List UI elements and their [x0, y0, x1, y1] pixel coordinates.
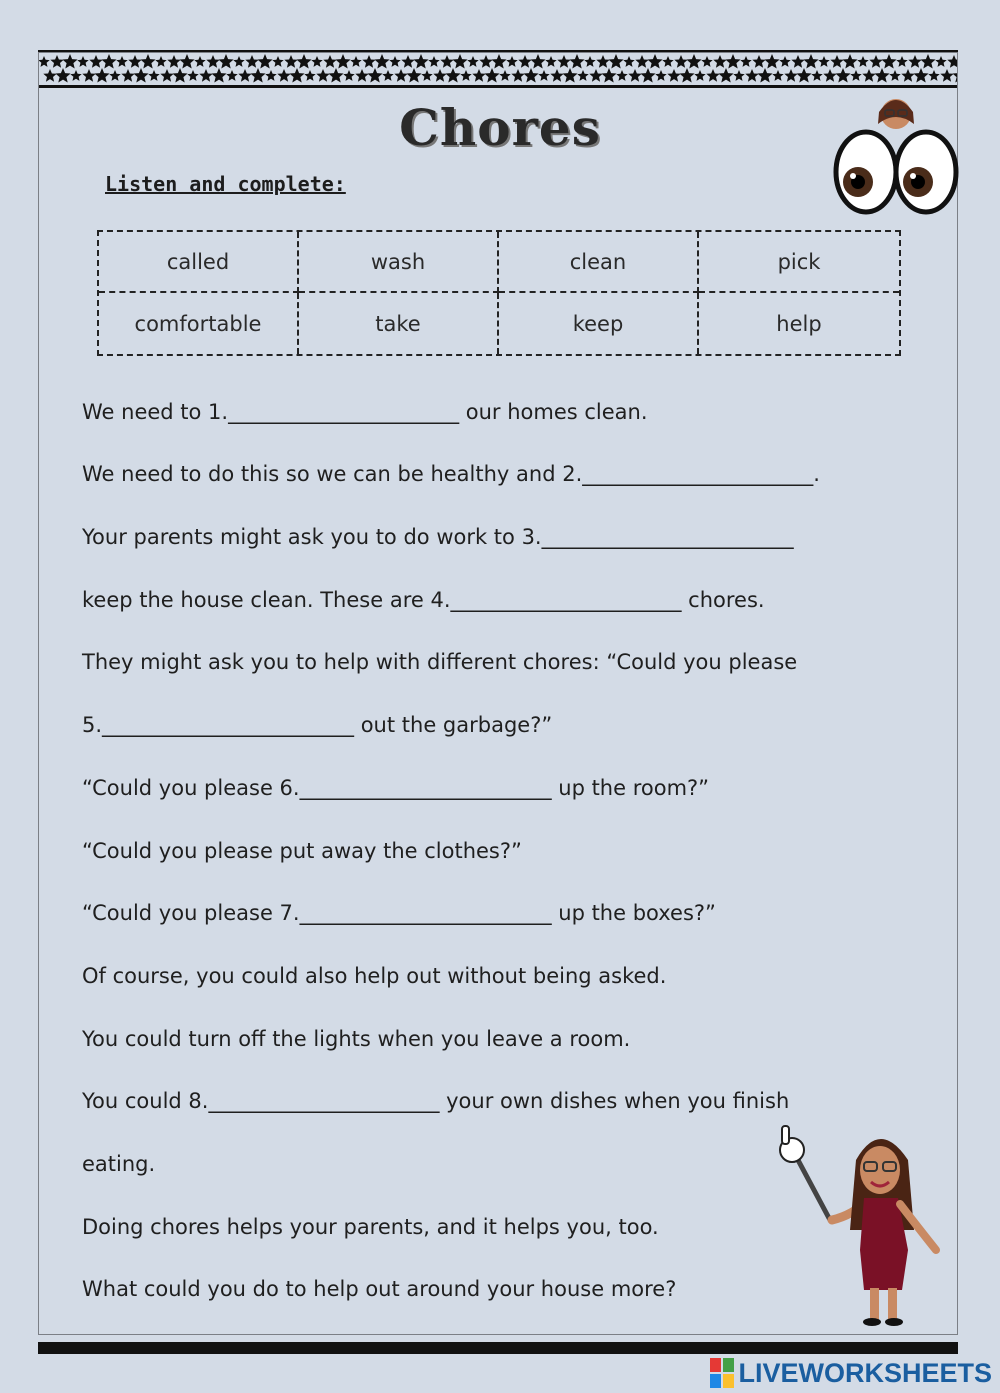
page-title: Chores — [399, 98, 601, 157]
sentence-line-10: Of course, you could also help out without being asked. — [82, 964, 667, 988]
word-bank-cell: take — [299, 293, 499, 354]
word-bank-cell: pick — [699, 232, 899, 293]
sentence-line-4[interactable]: keep the house clean. These are 4.______________________ chores. — [82, 588, 765, 612]
word-bank-table — [97, 230, 901, 356]
sentence-line-13: eating. — [82, 1152, 156, 1176]
sentence-line-15: What could you do to help out around your house more? — [82, 1277, 677, 1301]
sentence-line-9[interactable]: “Could you please 7.________________________ up the boxes?” — [82, 901, 716, 925]
sentence-line-2[interactable]: We need to do this so we can be healthy and 2.______________________. — [82, 462, 820, 486]
sentence-line-11: You could turn off the lights when you leave a room. — [82, 1027, 631, 1051]
sentence-line-6[interactable]: 5.________________________ out the garbage?” — [82, 713, 553, 737]
bottom-border-bar — [38, 1342, 958, 1354]
instruction-heading: Listen and complete: — [105, 172, 346, 196]
liveworksheets-logo[interactable] — [710, 1356, 992, 1390]
sentence-line-8: “Could you please put away the clothes?” — [82, 839, 522, 863]
liveworksheets-logo-text: LIVEWORKSHEETS — [738, 1357, 992, 1388]
liveworksheets-logo-icon — [710, 1358, 734, 1388]
teacher-avatar-eyes-icon — [832, 90, 960, 224]
sentence-line-12[interactable]: You could 8.______________________ your own dishes when you finish — [82, 1089, 790, 1113]
sentence-line-1[interactable]: We need to 1.______________________ our homes clean. — [82, 400, 648, 424]
teacher-pointer-illustration-icon — [768, 1120, 948, 1334]
sentence-line-7[interactable]: “Could you please 6.________________________ up the room?” — [82, 776, 710, 800]
sentence-line-3[interactable]: Your parents might ask you to do work to 3.________________________ — [82, 525, 794, 549]
word-bank-cell: clean — [499, 232, 699, 293]
word-bank-cell: wash — [299, 232, 499, 293]
word-bank-cell: called — [99, 232, 299, 293]
word-bank-cell: help — [776, 311, 822, 336]
sentence-line-14: Doing chores helps your parents, and it helps you, too. — [82, 1215, 659, 1239]
sentence-line-5: They might ask you to help with different chores: “Could you please — [82, 650, 798, 674]
word-bank-cell: comfortable — [99, 293, 299, 354]
word-bank-cell: keep — [499, 293, 699, 354]
